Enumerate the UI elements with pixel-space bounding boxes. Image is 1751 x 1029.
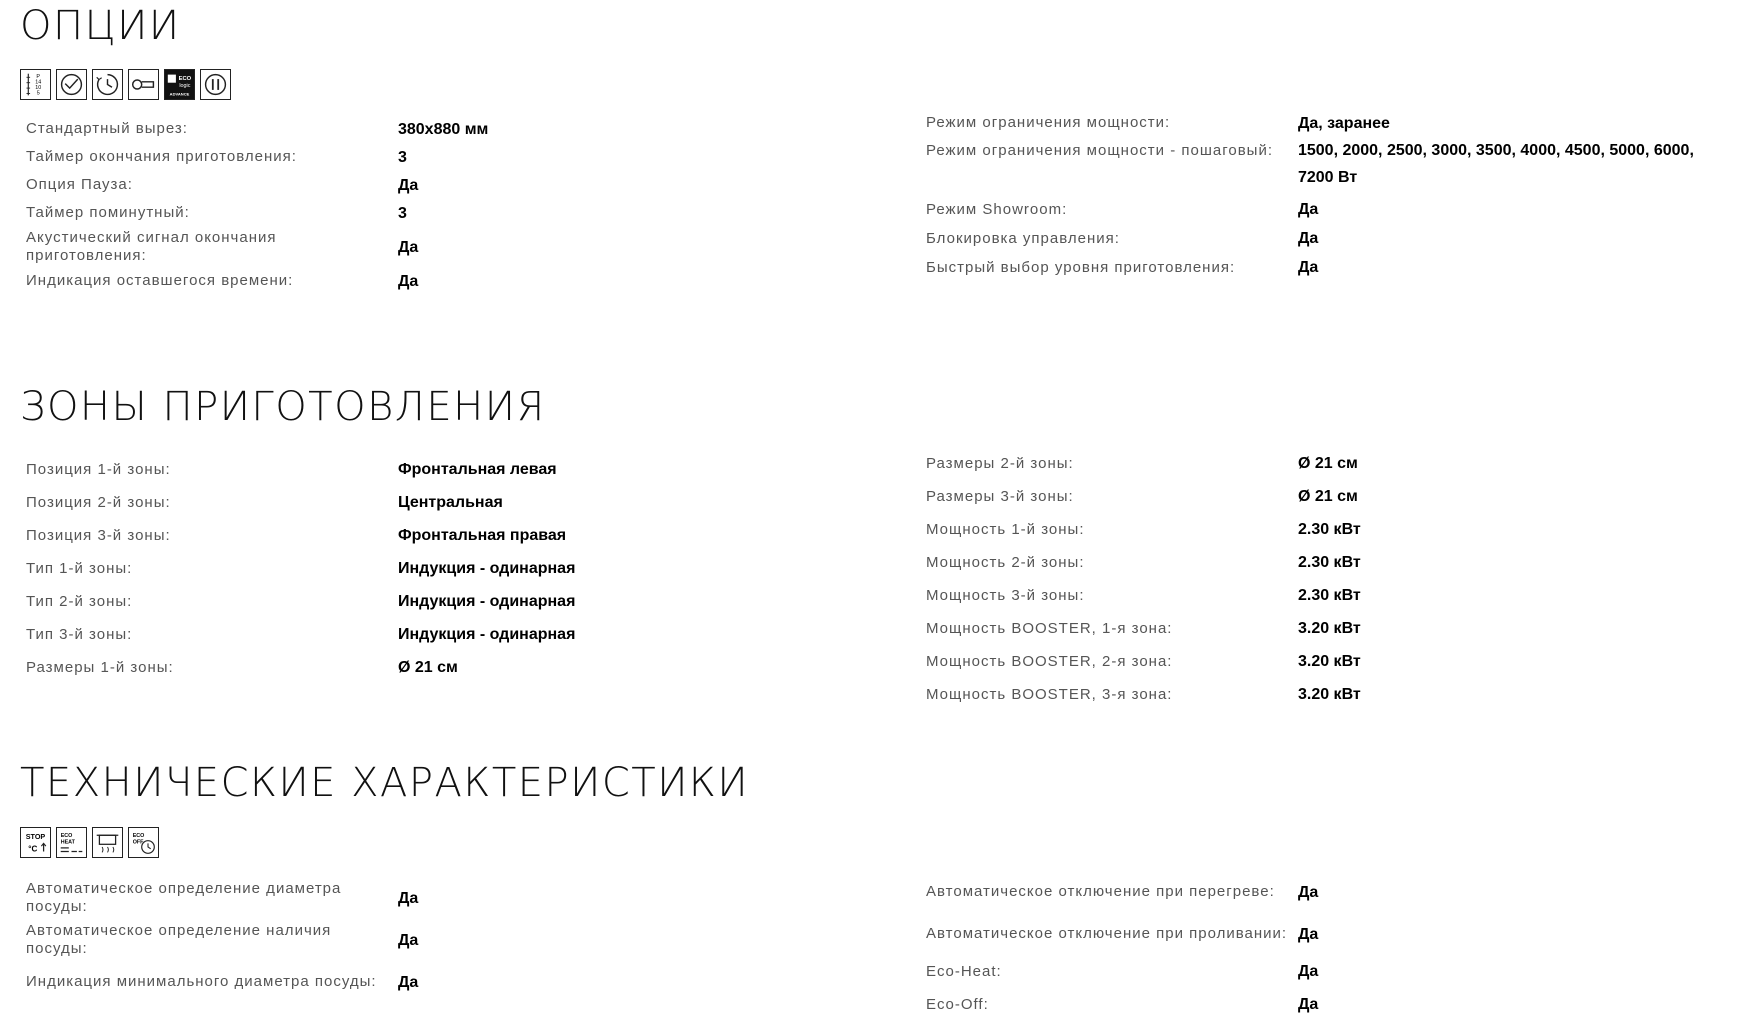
spec-label: Eco-Off:: [926, 995, 989, 1013]
logic-text: logic: [179, 83, 191, 90]
spec-label: Позиция 1-й зоны:: [26, 460, 171, 478]
zones-left-column: [26, 453, 806, 684]
spec-label: Размеры 2-й зоны:: [926, 454, 1074, 472]
spec-value: 2.30 кВт: [1297, 521, 1361, 538]
spec-value: Ø 21 см: [1297, 488, 1358, 505]
key-lock-icon: [128, 69, 159, 100]
spec-label: Автоматическое определение диаметра посуды:: [26, 880, 342, 915]
spec-label: Акустический сигнал окончания приготовления:: [26, 229, 277, 264]
spec-value: Индукция - одинарная: [397, 626, 576, 643]
power-level-icon: [20, 69, 51, 100]
clock-icon: [56, 69, 87, 100]
spec-row: [926, 513, 1706, 546]
spec-value: Да: [1297, 259, 1319, 276]
off-text: OFF: [132, 839, 144, 846]
spec-value: Да: [397, 176, 419, 194]
options-left-column: [26, 115, 806, 295]
spec-value: 1500, 2000, 2500, 3000, 3500, 4000, 4500, 5000, 6000, 7200 Вт: [1297, 142, 1694, 186]
spec-value: 3.20 кВт: [1297, 653, 1361, 670]
pause-icon: [200, 69, 231, 100]
spec-row: [26, 171, 806, 199]
zones-right-column: [926, 447, 1706, 711]
spec-value: 3.20 кВт: [1297, 686, 1361, 703]
spec-value: 2.30 кВт: [1297, 587, 1361, 604]
power-level-p: P: [36, 74, 40, 81]
tech-left-column: [26, 877, 806, 1003]
spec-row: [926, 645, 1706, 678]
spec-row: [26, 961, 806, 1003]
stop-temperature-icon: [20, 827, 51, 858]
spec-row: [26, 453, 806, 486]
power-level-5: 5: [36, 90, 40, 97]
temp-text: °C: [28, 844, 38, 854]
spec-row: [26, 651, 806, 684]
eco-logic-advance-icon: [164, 69, 195, 100]
spec-row: [26, 267, 806, 295]
eco-off-icon: [128, 827, 159, 858]
spec-value: Ø 21 см: [1297, 455, 1358, 472]
spec-label: Eco-Heat:: [926, 962, 1002, 980]
eco-text: ECO: [60, 833, 73, 840]
eco-text: ECO: [178, 76, 192, 82]
spec-label: Быстрый выбор уровня приготовления:: [926, 258, 1236, 276]
spec-row: [926, 546, 1706, 579]
section-title-zones: ЗОНЫ ПРИГОТОВЛЕНИЯ: [20, 384, 546, 430]
spec-label: Таймер окончания приготовления:: [26, 148, 297, 165]
spec-row: [26, 552, 806, 585]
spec-label: Мощность BOOSTER, 2-я зона:: [926, 652, 1173, 670]
spec-row: [926, 109, 1706, 137]
spec-row: [926, 447, 1706, 480]
spec-row: [26, 115, 806, 143]
spec-row: [926, 137, 1706, 195]
spec-row: [26, 877, 806, 919]
spec-value: Да: [397, 238, 419, 256]
spec-value: Индукция - одинарная: [397, 560, 576, 577]
spec-value: Фронтальная левая: [397, 461, 557, 478]
spec-row: [926, 480, 1706, 513]
spec-label: Мощность 1-й зоны:: [926, 520, 1085, 538]
spec-value: Индукция - одинарная: [397, 593, 576, 610]
power-level-10: 10: [35, 85, 42, 91]
timer-icon: [92, 69, 123, 100]
spec-row: [26, 199, 806, 227]
spec-value: Да: [397, 973, 419, 991]
spec-row: [926, 195, 1706, 224]
spec-row: [26, 227, 806, 267]
spec-label: Режим Showroom:: [926, 200, 1068, 218]
spec-row: [26, 519, 806, 552]
tech-right-column: [926, 871, 1706, 1021]
tech-icon-row: [20, 827, 159, 858]
spec-value: Фронтальная правая: [397, 527, 567, 544]
spec-row: [26, 486, 806, 519]
section-title-options: ОПЦИИ: [20, 3, 181, 49]
spec-label: Размеры 3-й зоны:: [926, 487, 1074, 505]
spec-label: Тип 1-й зоны:: [26, 559, 133, 577]
spec-value: 380x880 мм: [397, 120, 489, 138]
spec-label: Блокировка управления:: [926, 229, 1120, 247]
spec-row: [926, 988, 1706, 1021]
spec-row: [26, 618, 806, 651]
spec-row: [926, 579, 1706, 612]
spec-row: [26, 143, 806, 171]
spec-value: Да: [397, 931, 419, 949]
spec-label: Индикация минимального диаметра посуды:: [26, 973, 377, 990]
section-title-tech: ТЕХНИЧЕСКИЕ ХАРАКТЕРИСТИКИ: [20, 760, 750, 806]
spec-label: Мощность 2-й зоны:: [926, 553, 1085, 571]
power-level-14: 14: [35, 79, 42, 86]
advance-text: ADVANCE: [169, 91, 190, 97]
spec-value: Центральная: [397, 494, 503, 511]
spec-value: Да: [1297, 883, 1319, 901]
spec-row: [26, 585, 806, 618]
spec-value: Да: [397, 272, 419, 290]
spec-value: 3.20 кВт: [1297, 620, 1361, 637]
spec-label: Автоматическое определение наличия посуды:: [26, 922, 332, 957]
spec-row: [26, 919, 806, 961]
spec-label: Автоматическое отключение при проливании:: [926, 925, 1288, 942]
options-icon-row: [20, 69, 231, 100]
spec-value: 3: [397, 204, 407, 222]
spec-row: [926, 612, 1706, 645]
spec-label: Опция Пауза:: [26, 176, 133, 193]
stop-text: STOP: [25, 831, 46, 841]
spec-row: [926, 955, 1706, 988]
spec-label: Автоматическое отключение при перегреве:: [926, 883, 1275, 900]
spec-label: Тип 3-й зоны:: [26, 625, 133, 643]
spec-value: Да: [1297, 925, 1319, 943]
spec-label: Мощность BOOSTER, 1-я зона:: [926, 619, 1173, 637]
spec-row: [926, 253, 1706, 282]
spec-label: Режим ограничения мощности:: [926, 114, 1171, 131]
spec-value: Да, заранее: [1297, 114, 1390, 132]
spec-row: [926, 913, 1706, 955]
pot-detection-icon: [92, 827, 123, 858]
spec-label: Тип 2-й зоны:: [26, 592, 133, 610]
spec-value: Да: [1297, 963, 1319, 980]
spec-label: Таймер поминутный:: [26, 204, 190, 221]
spec-value: 3: [397, 148, 407, 166]
eco-heat-icon: [56, 827, 87, 858]
spec-value: Ø 21 см: [397, 659, 458, 676]
spec-value: Да: [397, 889, 419, 907]
spec-label: Мощность BOOSTER, 3-я зона:: [926, 685, 1173, 703]
options-right-column: [926, 109, 1706, 282]
spec-label: Индикация оставшегося времени:: [26, 272, 294, 289]
spec-value: Да: [1297, 201, 1319, 218]
spec-label: Стандартный вырез:: [26, 120, 188, 137]
spec-row: [926, 678, 1706, 711]
spec-row: [926, 224, 1706, 253]
spec-label: Позиция 2-й зоны:: [26, 493, 171, 511]
spec-label: Режим ограничения мощности - пошаговый:: [926, 142, 1274, 159]
spec-label: Размеры 1-й зоны:: [26, 658, 174, 676]
spec-value: Да: [1297, 996, 1319, 1013]
spec-label: Позиция 3-й зоны:: [26, 526, 171, 544]
spec-label: Мощность 3-й зоны:: [926, 586, 1085, 604]
spec-value: 2.30 кВт: [1297, 554, 1361, 571]
eco-text: ECO: [132, 833, 145, 840]
spec-row: [926, 871, 1706, 913]
spec-value: Да: [1297, 230, 1319, 247]
heat-text: HEAT: [60, 839, 75, 846]
